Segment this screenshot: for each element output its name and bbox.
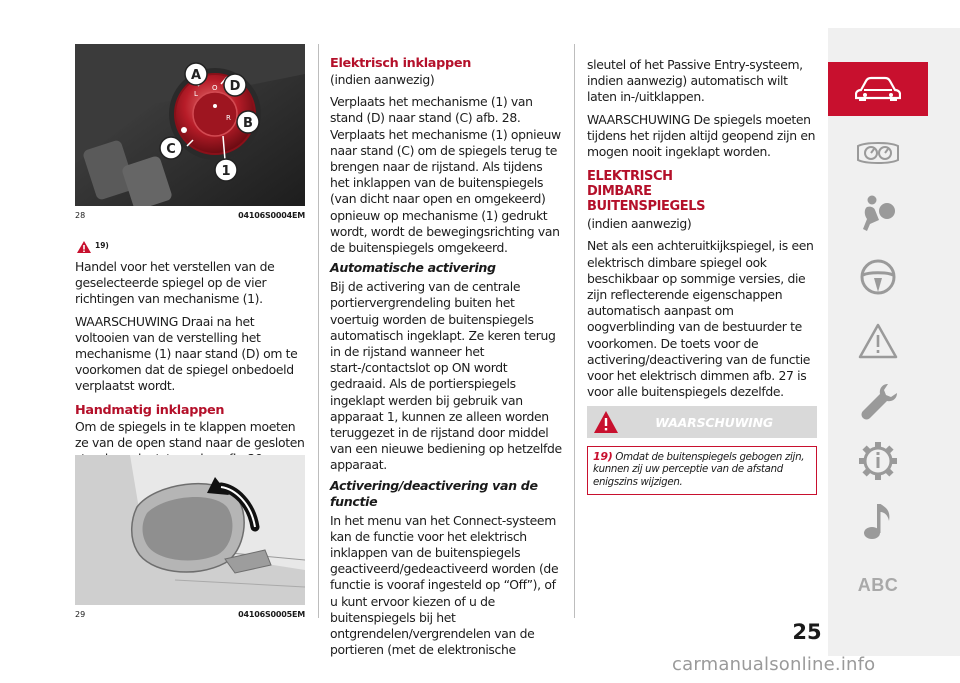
section-heading: ELEKTRISCH DIMBARE BUITENSPIEGELS bbox=[587, 169, 706, 215]
abc-index-label: ABC bbox=[857, 574, 899, 595]
page-number: 25 bbox=[792, 620, 822, 644]
warning-text: Omdat de buitenspiegels gebogen zijn, kunnen zij uw perceptie van de afstand enigszins wijzigen. bbox=[593, 452, 805, 488]
figure-number: 29 bbox=[75, 610, 86, 619]
dashboard-gauges-icon bbox=[856, 140, 900, 166]
sidebar-item-technical-data[interactable] bbox=[828, 434, 928, 488]
subheading: (indien aanwezig) bbox=[330, 72, 435, 87]
warning-header bbox=[587, 406, 817, 438]
warning-box bbox=[587, 406, 817, 495]
figure-29-caption bbox=[75, 610, 305, 619]
warning-number: 19) bbox=[593, 450, 613, 463]
figure-code: 04106S0005EM bbox=[238, 610, 305, 619]
label-b: B bbox=[243, 116, 253, 131]
sidebar-item-starting[interactable] bbox=[828, 250, 928, 304]
paragraph: In het menu van het Connect-systeem kan de functie voor het elektrisch inklappen van de buitenspiegels geactiveerd/gedeactiveerd worden (de functie is vooraf ingesteld op “Off”), of u kunt ervoor kiezen of u de buitenspiegels bij het ontgrendelen/vergrendelen van de portieren (met de elektronische bbox=[330, 512, 559, 658]
paragraph: sleutel of het Passive Entry-systeem, indien aanwezig) automatisch wilt laten in-/uitklappen. bbox=[587, 57, 803, 105]
sidebar-item-dashboard[interactable] bbox=[828, 126, 928, 180]
paragraph: Om de spiegels in te klappen moeten ze van de open stand naar de gesloten bbox=[75, 418, 305, 450]
wrench-icon bbox=[858, 381, 898, 421]
paragraph: Verplaats het mechanisme (1) van stand (D) naar stand (C) afb. 28. Verplaats het mechanisme (1) opnieuw naar stand (C) om de spiegels terug te brengen naar de rijstand. Als tijdens het inklappen van de buitenspiegels (van dicht naar open en omgekeerd) opnieuw op mechanisme (1) gedrukt wordt, wordt de bewegingsrichting van de buitenspiegels omgekeerd. bbox=[330, 94, 561, 256]
subsection-heading: Activering/deactivering van de functie bbox=[330, 477, 538, 509]
mirror-fold-illustration bbox=[75, 455, 305, 605]
warning-ref-number: 19) bbox=[95, 240, 109, 250]
chapter-sidebar bbox=[828, 28, 960, 656]
gear-info-icon bbox=[858, 441, 898, 481]
paragraph: WAARSCHUWING Draai na het voltooien van de verstelling het mechanisme (1) naar stand (D) om te voorkomen dat de spiegel onbedoeld verplaatst wordt. bbox=[75, 313, 298, 394]
sidebar-item-safety[interactable] bbox=[828, 186, 928, 240]
column-1 bbox=[75, 240, 307, 467]
knob-mark-o: O bbox=[212, 84, 218, 92]
paragraph: WAARSCHUWING De spiegels moeten tijdens het rijden altijd geopend zijn en mogen nooit ingeklapt worden. bbox=[587, 111, 816, 160]
column-2 bbox=[330, 56, 562, 659]
warning-triangle-icon bbox=[76, 240, 92, 254]
warning-reference bbox=[76, 240, 307, 254]
figure-28-caption bbox=[75, 211, 305, 220]
figure-number: 28 bbox=[75, 211, 86, 220]
paragraph: Handel voor het verstellen van de geselecteerde spiegel op de vier richtingen van mechanisme (1). bbox=[75, 259, 275, 307]
label-d: D bbox=[229, 79, 241, 94]
figure-29-mirror-fold bbox=[75, 455, 305, 605]
column-3 bbox=[587, 57, 819, 400]
watermark: carmanualsonline.info bbox=[672, 654, 876, 675]
warning-body bbox=[587, 446, 817, 495]
paragraph: Net als een achteruitkijkspiegel, is een elektrisch dimbare spiegel ook beschikbaar op sommige versies, die zijn reflecterende eigenschappen automatisch aanpast om oogverblinding van de bestuurder te voorkomen. De toets voor de activering/deactivering van de functie voor het elektrisch dimmen afb. 27 is voor alle buitenspiegels dezelfde. bbox=[587, 238, 814, 400]
figure-28-mirror-control bbox=[75, 44, 305, 206]
warning-triangle-icon bbox=[858, 323, 898, 359]
knob-mark-r: R bbox=[226, 114, 231, 122]
figure-code: 04106S0004EM bbox=[238, 211, 305, 220]
sidebar-item-emergency[interactable] bbox=[828, 314, 928, 368]
subsection-heading: Automatische activering bbox=[330, 260, 496, 276]
warning-triangle-icon bbox=[593, 410, 619, 434]
column-divider bbox=[318, 44, 319, 618]
subheading: (indien aanwezig) bbox=[587, 216, 692, 232]
warning-title: WAARSCHUWING bbox=[655, 414, 773, 430]
paragraph: Bij de activering van de centrale portiervergrendeling buiten het voertuig worden de buitenspiegels automatisch ingeklapt. Ze keren terug in de rijstand wanneer het start-/contactslot op ON wordt gedraaid. Als de portierspiegels ingeklapt werden bij gebruik van apparaat 1, kunnen ze alleen worden teruggezet in de rijstand door middel van een nieuwe bediening op hetzelfde apparaat. bbox=[330, 279, 562, 473]
label-a: A bbox=[190, 68, 202, 83]
section-heading: Elektrisch inklappen bbox=[330, 56, 472, 71]
music-note-icon bbox=[861, 501, 895, 541]
column-divider bbox=[574, 44, 575, 618]
sidebar-item-index[interactable] bbox=[828, 558, 928, 612]
sidebar-item-car[interactable] bbox=[828, 62, 928, 116]
label-1: 1 bbox=[221, 164, 231, 179]
steering-wheel-icon bbox=[859, 258, 897, 296]
sidebar-item-multimedia[interactable] bbox=[828, 494, 928, 548]
airbag-person-icon bbox=[858, 193, 898, 233]
sidebar-item-maintenance[interactable] bbox=[828, 374, 928, 428]
car-icon bbox=[855, 76, 901, 102]
section-heading: Handmatig inklappen bbox=[75, 402, 225, 418]
mirror-knob-illustration bbox=[75, 44, 305, 206]
knob-mark-l: L bbox=[194, 90, 198, 98]
label-c: C bbox=[166, 142, 176, 157]
